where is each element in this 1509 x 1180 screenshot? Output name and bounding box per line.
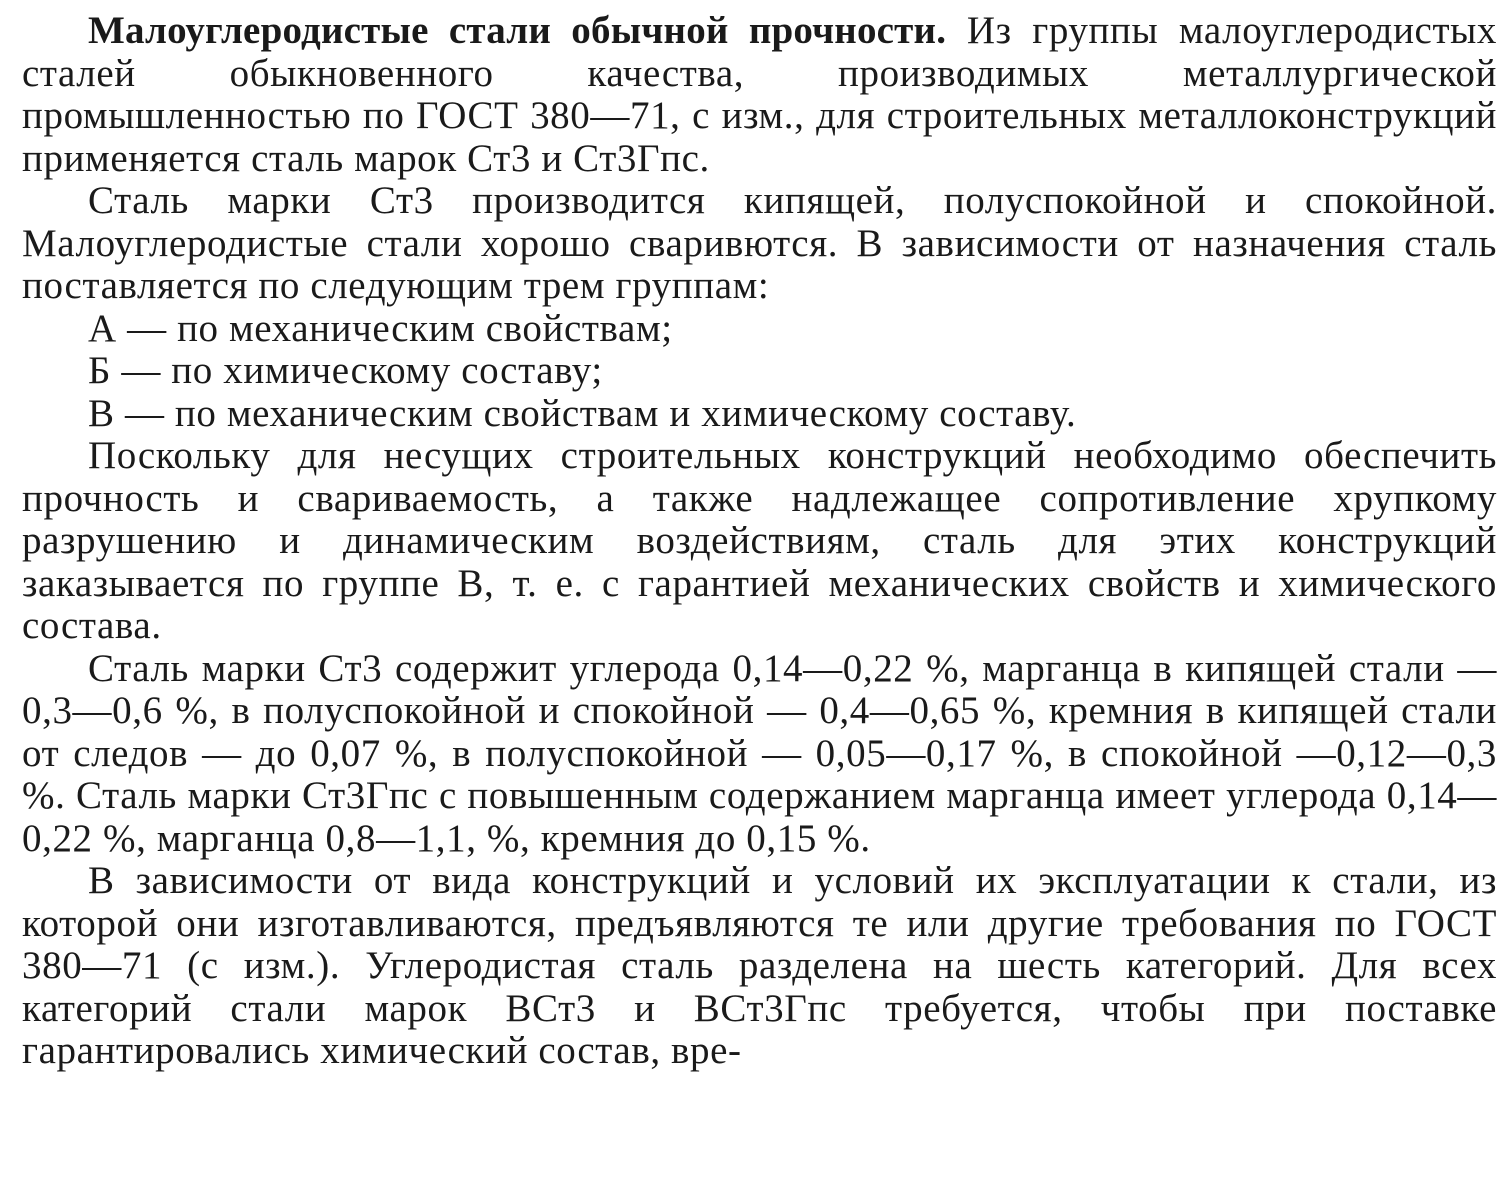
paragraph-low-carbon-steel bbox=[22, 10, 1497, 180]
paragraph-categories: В зависимости от вида конструкций и условий их эксплуатации к стали, из которой они изготавливаются, предъявляются те или другие требования по ГОСТ 380—71 (с изм.). Углеродистая сталь разделена на шесть категорий. Для всех категорий стали марок ВСт3 и ВСт3Гпс требуется, чтобы при поставке гарантировались химический состав, вре- bbox=[22, 859, 1497, 1072]
paragraph-chemical-composition: Сталь марки Ст3 содержит углерода 0,14—0,22 %, марганца в кипящей стали — 0,3—0,6 %, в полуспокойной и спокойной — 0,4—0,65 %, кремния в кипящей стали от следов — до 0,07 %, в полуспокойной — 0,05—0,17 %, в спокойной —0,12—0,3 %. Сталь марки Ст3Гпс с повышенным содержанием марганца имеет углерода 0,14—0,22 %, марганца 0,8—1,1, %, кремния до 0,15 %. bbox=[22, 646, 1497, 860]
paragraph-st3-production: Сталь марки Ст3 производится кипящей, полуспокойной и спокойной. Малоуглеродистые стали хорошо сваривются. В зависимости от назначения сталь поставляется по следующим трем группам: bbox=[22, 179, 1497, 307]
paragraph-bearing-structures: Поскольку для несущих строительных конструкций необходимо обеспечить прочность и свариваемость, а также надлежащее сопротивление хрупкому разрушению и динамическим воздействиям, сталь для этих конструкций заказывается по группе В, т. е. с гарантией механических свойств и химического состава. bbox=[22, 434, 1497, 647]
list-item-group-b: Б — по химическому составу; bbox=[88, 349, 603, 392]
list-item-group-v: В — по механическим свойствам и химическому составу. bbox=[88, 391, 1077, 435]
section-heading: Малоуглеродистые стали обычной прочности. bbox=[88, 9, 947, 52]
paragraph-text: Из группы малоуглеродистых сталей обыкновенного качества, производимых металлургической промышленностью по ГОСТ 380—71, с изм., для строительных металлоконструкций применяется сталь марок Ст3 и Ст3Гпс. bbox=[22, 9, 1497, 180]
document-page bbox=[22, 10, 1497, 1073]
list-item-group-a: А — по механическим свойствам; bbox=[88, 306, 673, 350]
